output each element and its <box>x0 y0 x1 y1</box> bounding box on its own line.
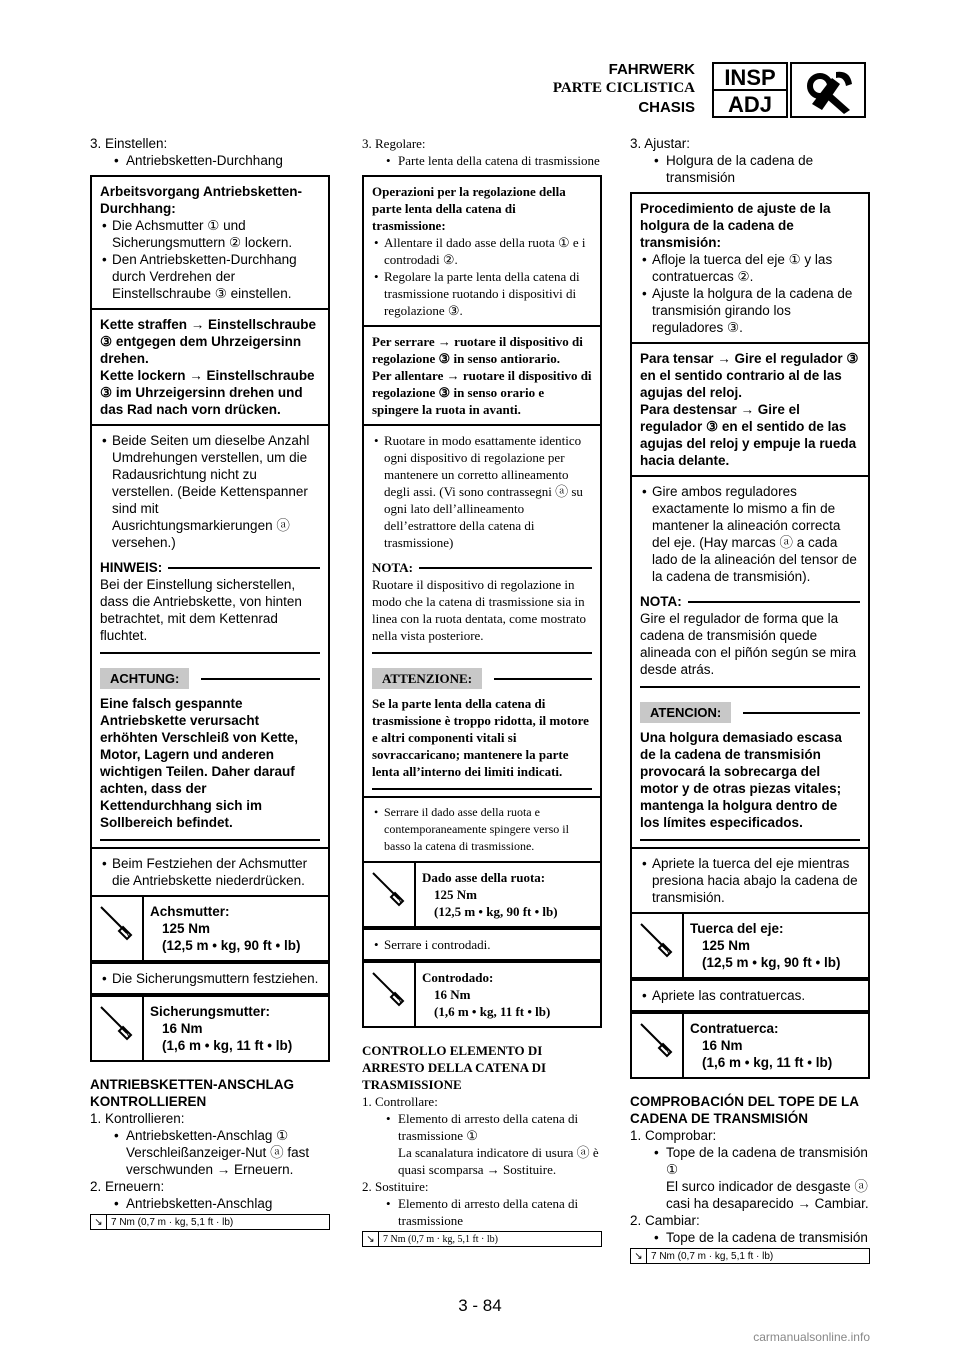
check-item: • Elemento di arresto della catena di trasmissione ① <box>362 1110 602 1144</box>
procedure-bullet: • Die Achsmutter ① und Sicherungsmuttern ② lockern. <box>100 217 320 251</box>
note-text: Ruotare il dispositivo di regolazione in modo che la catena di trasmissione sia in linea con la ruota dentata, come mostrato nella vista posteriore. <box>372 577 587 643</box>
replace-step: 2. Sostituire: <box>362 1179 429 1194</box>
procedure-bullet: • Regolare la parte lenta della catena di trasmissione ruotando i dispositivi di regolazione ③. <box>372 268 592 319</box>
torque-spec-locknut <box>364 961 600 1026</box>
torque-mini-icon: ↘ <box>631 1249 647 1263</box>
header-title-es: CHASIS <box>638 99 695 116</box>
adj-label: ADJ <box>727 92 772 117</box>
section-title: ANTRIEBSKETTEN-ANSCHLAG KONTROLLIEREN <box>90 1077 294 1109</box>
torque-name: Achsmutter: <box>150 904 230 919</box>
caution-heading: ATENCION: <box>640 702 860 723</box>
replace-item: • Tope de la cadena de transmisión <box>630 1229 870 1246</box>
procedure-title: Operazioni per la regolazione della parte lenta della catena di trasmissione: <box>372 184 566 233</box>
torque-value-alt: (1,6 m • kg, 11 ft • lb) <box>162 1038 293 1053</box>
check-step: 1. Kontrollieren: <box>90 1111 185 1126</box>
column-german <box>90 135 330 1230</box>
alignment-bullet: • Gire ambos reguladores exactamente lo mismo a fin de mantener la alineación correcta del eje. (Hay marcas ⓐ a cada lado de la alineación del tensor de la cadena de transmisión). <box>640 483 860 585</box>
torque-value-alt: (1,6 m • kg, 11 ft • lb) <box>702 1055 833 1070</box>
torque-wrench-icon <box>364 963 416 1026</box>
torque-mini-icon: ↘ <box>363 1232 379 1246</box>
torque-spec-locknut <box>92 995 328 1060</box>
locknut-bullet: • Die Sicherungsmuttern festziehen. <box>100 970 320 987</box>
torque-value-alt: (1,6 m • kg, 11 ft • lb) <box>434 1004 551 1019</box>
procedure-bullet: • Den Antriebsketten-Durchhang durch Verdrehen der Einstellschraube ③ einstellen. <box>100 251 320 302</box>
insp-adj-badge <box>712 62 788 118</box>
procedure-box <box>630 192 870 1079</box>
step-item: • Antriebsketten-Durchhang <box>90 152 330 169</box>
footer-watermark: carmanualsonline.info <box>753 1330 870 1344</box>
loosen-instruction: Per allentare → ruotare il dispositivo di regolazione ③ in senso orario e spingere la ruota in avanti. <box>372 368 592 417</box>
header-title-de: FAHRWERK <box>608 61 695 78</box>
alignment-bullet: • Beide Seiten um dieselbe Anzahl Umdrehungen verstellen, um die Radausrichtung nicht zu verstellen. (Beide Kettenspanner sind mit Ausrichtungsmarkierungen ⓐ versehen.) <box>100 432 320 551</box>
torque-value: 125 Nm <box>162 921 211 936</box>
header-titles <box>553 60 695 117</box>
procedure-bullet: • Afloje la tuerca del eje ① y las contratuercas ②. <box>640 251 860 285</box>
replace-item: • Antriebsketten-Anschlag <box>90 1195 330 1212</box>
step-title: 3. Ajustar: <box>630 136 691 151</box>
torque-value-alt: (12,5 m • kg, 90 ft • lb) <box>434 904 558 919</box>
section-title: CONTROLLO ELEMENTO DI ARRESTO DELLA CATENA DI TRASMISSIONE <box>362 1043 547 1092</box>
small-torque-spec: ↘ 7 Nm (0,7 m · kg, 5,1 ft · lb) <box>630 1248 870 1264</box>
caution-heading: ATTENZIONE: <box>372 668 592 689</box>
procedure-bullet: • Ajuste la holgura de la cadena de transmisión girando los reguladores ③. <box>640 285 860 336</box>
torque-value: 16 Nm <box>162 1021 203 1036</box>
procedure-box <box>90 175 330 1062</box>
section-title: COMPROBACIÓN DEL TOPE DE LA CADENA DE TRANSMISIÓN <box>630 1094 859 1126</box>
torque-wrench-icon <box>632 1014 684 1077</box>
check-step: 1. Comprobar: <box>630 1128 717 1143</box>
small-torque-spec: ↘ 7 Nm (0,7 m · kg, 5,1 ft · lb) <box>362 1231 602 1247</box>
torque-name: Sicherungsmutter: <box>150 1004 271 1019</box>
caution-text: Eine falsch gespannte Antriebskette verursacht erhöhten Verschleiß von Kette, Motor, Lagern und anderen wichtigen Teilen. Daher darauf achten, dass der Kettendurchhang sich im Sollbereich befindet. <box>100 696 299 830</box>
step-item: • Parte lenta della catena di trasmissione <box>362 152 602 169</box>
torque-spec-axle-nut <box>92 897 328 962</box>
check-criterion: La scanalatura indicatore di usura ⓐ è quasi scomparsa → Sostituire. <box>398 1145 599 1177</box>
torque-name: Contratuerca: <box>690 1021 779 1036</box>
replace-step: 2. Cambiar: <box>630 1213 700 1228</box>
loosen-instruction: Kette lockern → Einstellschraube ③ im Uhrzeigersinn drehen und das Rad nach vorn drücken. <box>100 368 315 417</box>
check-item: • Antriebsketten-Anschlag ① <box>90 1127 330 1144</box>
note-text: Bei der Einstellung sicherstellen, dass die Antriebskette, von hinten betrachtet, mit dem Kettenrad fluchtet. <box>100 577 302 643</box>
torque-value-alt: (12,5 m • kg, 90 ft • lb) <box>702 955 841 970</box>
torque-name: Dado asse della ruota: <box>422 870 546 885</box>
caution-heading: ACHTUNG: <box>100 668 320 689</box>
torque-spec-axle-nut <box>632 914 868 979</box>
tighten-instruction: Per serrare → ruotare il dispositivo di regolazione ③ in senso antiorario. <box>372 334 583 366</box>
note-heading: NOTA: <box>640 593 860 610</box>
torque-value: 16 Nm <box>434 987 471 1002</box>
torque-wrench-icon <box>92 997 144 1060</box>
torque-value: 125 Nm <box>434 887 477 902</box>
step-title: 3. Regolare: <box>362 136 426 151</box>
axle-nut-bullet: • Beim Festziehen der Achsmutter die Antriebskette niederdrücken. <box>100 855 320 889</box>
note-heading: HINWEIS: <box>100 559 320 576</box>
torque-value-alt: (12,5 m • kg, 90 ft • lb) <box>162 938 301 953</box>
torque-wrench-icon <box>632 914 684 977</box>
tighten-instruction: Para tensar → Gire el regulador ③ en el sentido contrario al de las agujas del reloj. <box>640 351 859 400</box>
check-criterion: El surco indicador de desgaste ⓐ casi ha desaparecido → Cambiar. <box>666 1179 869 1211</box>
step-title: 3. Einstellen: <box>90 136 168 151</box>
torque-name: Controdado: <box>422 970 494 985</box>
locknut-bullet: • Serrare i controdadi. <box>372 936 592 953</box>
check-step: 1. Controllare: <box>362 1094 438 1109</box>
caution-text: Se la parte lenta della catena di trasmissione è troppo ridotta, il motore e altri componenti vitali si sovraccaricano; mantenere la parte lenta all’interno dei limiti indicati. <box>372 696 589 779</box>
page-number: 3 - 84 <box>458 1296 502 1315</box>
caution-text: Una holgura demasiado escasa de la cadena de transmisión provocará la sobrecarga del motor y de otras piezas vitales; mantenga la holgura dentro de los límites especificados. <box>640 730 842 830</box>
axle-nut-bullet: • Apriete la tuerca del eje mientras presiona hacia abajo la cadena de transmisión. <box>640 855 860 906</box>
procedure-title: Arbeitsvorgang Antriebsketten-Durchhang: <box>100 184 303 216</box>
torque-wrench-icon <box>364 863 416 926</box>
wrench-icon <box>790 62 866 118</box>
note-text: Gire el regulador de forma que la cadena de transmisión quede alineada con el piñón según se mira desde atrás. <box>640 611 857 677</box>
loosen-instruction: Para destensar → Gire el regulador ③ en el sentido de las agujas del reloj y empuje la rueda hacia delante. <box>640 402 857 468</box>
column-spanish <box>630 135 870 1264</box>
torque-spec-locknut <box>632 1012 868 1077</box>
axle-nut-bullet: • Serrare il dado asse della ruota e contemporaneamente spingere verso il basso la catena di trasmissione. <box>372 804 592 855</box>
procedure-bullet: • Allentare il dado asse della ruota ① e i controdadi ②. <box>372 234 592 268</box>
torque-spec-axle-nut <box>364 863 600 928</box>
torque-value: 125 Nm <box>702 938 751 953</box>
insp-label: INSP <box>714 64 786 91</box>
alignment-bullet: • Ruotare in modo esattamente identico ogni dispositivo di regolazione per mantenere un corretto allineamento degli assi. (Vi sono contrassegni ⓐ su ogni lato dell’allineamento dell’estrattore della catena di trasmissione) <box>372 432 592 551</box>
locknut-bullet: • Apriete las contratuercas. <box>640 987 860 1004</box>
check-item: • Tope de la cadena de transmisión ① <box>630 1144 870 1178</box>
tighten-instruction: Kette straffen → Einstellschraube ③ entgegen dem Uhrzeigersinn drehen. <box>100 317 317 366</box>
replace-item: • Elemento di arresto della catena di trasmissione <box>362 1195 602 1229</box>
step-item: • Holgura de la cadena de transmisión <box>630 152 870 186</box>
column-italian <box>362 135 602 1247</box>
replace-step: 2. Erneuern: <box>90 1179 165 1194</box>
check-criterion: Verschleißanzeiger-Nut ⓐ fast verschwunden → Erneuern. <box>126 1145 310 1177</box>
procedure-title: Procedimiento de ajuste de la holgura de la cadena de transmisión: <box>640 201 831 250</box>
torque-mini-icon: ↘ <box>91 1215 107 1229</box>
torque-value: 16 Nm <box>702 1038 743 1053</box>
small-torque-spec: ↘ 7 Nm (0,7 m · kg, 5,1 ft · lb) <box>90 1214 330 1230</box>
header-title-it: PARTE CICLISTICA <box>552 80 695 96</box>
torque-name: Tuerca del eje: <box>690 921 784 936</box>
torque-wrench-icon <box>92 897 144 960</box>
procedure-box <box>362 175 602 1028</box>
note-heading: NOTA: <box>372 559 592 576</box>
